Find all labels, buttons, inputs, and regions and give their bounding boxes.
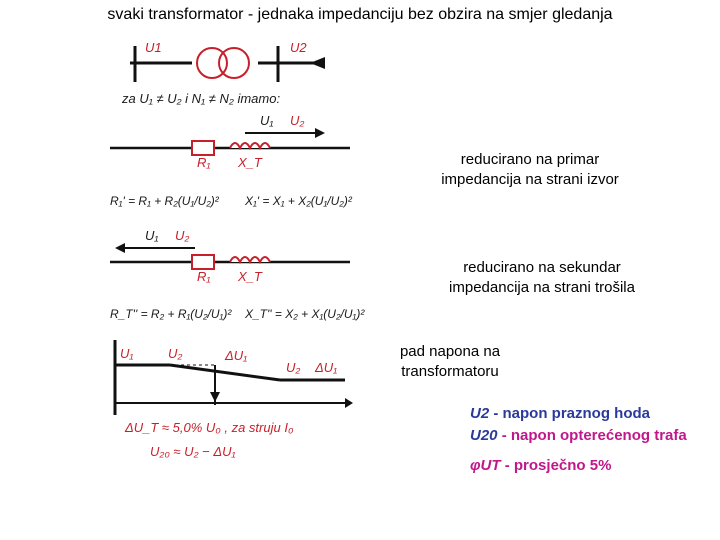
x1-inductor-2 [230,257,270,262]
page-title: svaki transformator - jednaka impedanciju bez obzira na smjer gledanja [107,6,613,23]
legend-ut [470,457,720,474]
u2-label-mid: U₂ [290,113,305,128]
note-secondary [422,258,662,298]
legend-u2 [470,405,720,427]
x1-label-2: X_T [238,269,262,284]
eq-x-secondary: X_T'' = X₂ + X₁(U₂/U₁)² [245,307,365,321]
u1-label-top: U1 [145,40,162,55]
transformer-diagram [100,30,380,470]
eq-r-secondary: R_T'' = R₂ + R₁(U₂/U₁)² [110,307,232,321]
r1-resistor [192,141,214,155]
legend-u20-text: - napon opterećenog trafa [497,427,687,444]
svg-text:ΔU₁: ΔU₁ [315,360,338,375]
drop-slope [170,365,280,380]
eq-x-primary: X₁' = X₁ + X₂(U₁/U₂)² [245,194,352,208]
u1-label-mid: U₁ [260,113,274,128]
legend-u20-symbol: U20 [470,427,498,444]
r1-label-2: R₁ [197,269,211,284]
note-drop [360,342,540,382]
eq-r-primary: R₁' = R₁ + R₂(U₁/U₂)² [110,194,219,208]
legend-u2-text: - napon praznog hoda [489,405,651,422]
u2-label-top: U2 [290,40,307,55]
svg-text:U₁: U₁ [120,346,134,361]
legend-u20 [470,427,720,457]
legend-ut-symbol: φUT [470,457,501,474]
u2-label-low: U₂ [175,228,190,243]
u20-formula: U₂₀ ≈ U₂ − ΔU₁ [150,444,236,459]
note-primary [410,150,650,190]
top-arrow [310,57,325,69]
x1-inductor [230,143,270,148]
condition-text: za U₁ ≠ U₂ i N₁ ≠ N₂ imamo: [122,91,281,106]
note-secondary-line2: impedancija na strani trošila [449,279,635,296]
note-primary-line2: impedancija na strani izvor [441,171,619,188]
svg-text:U₂: U₂ [286,360,301,375]
note-drop-line1: pad napona na [399,343,501,360]
svg-text:U₂: U₂ [168,346,183,361]
note-drop-line2: transformatoru [401,363,499,380]
r1-label: R₁ [197,155,211,170]
legend-u2-symbol: U2 [470,405,490,422]
du-formula: ΔU_T ≈ 5,0% U₀ , za struju I₀ [125,420,294,435]
du1-label: ΔU₁ [225,348,248,363]
note-secondary-line1: reducirano na sekundar [463,259,621,276]
x1-label: X_T [238,155,262,170]
r1-resistor-2 [192,255,214,269]
note-primary-line1: reducirano na primar [460,151,600,168]
u1-label-low: U₁ [145,228,159,243]
legend-ut-text: - prosječno 5% [500,457,612,474]
legend [470,405,720,474]
